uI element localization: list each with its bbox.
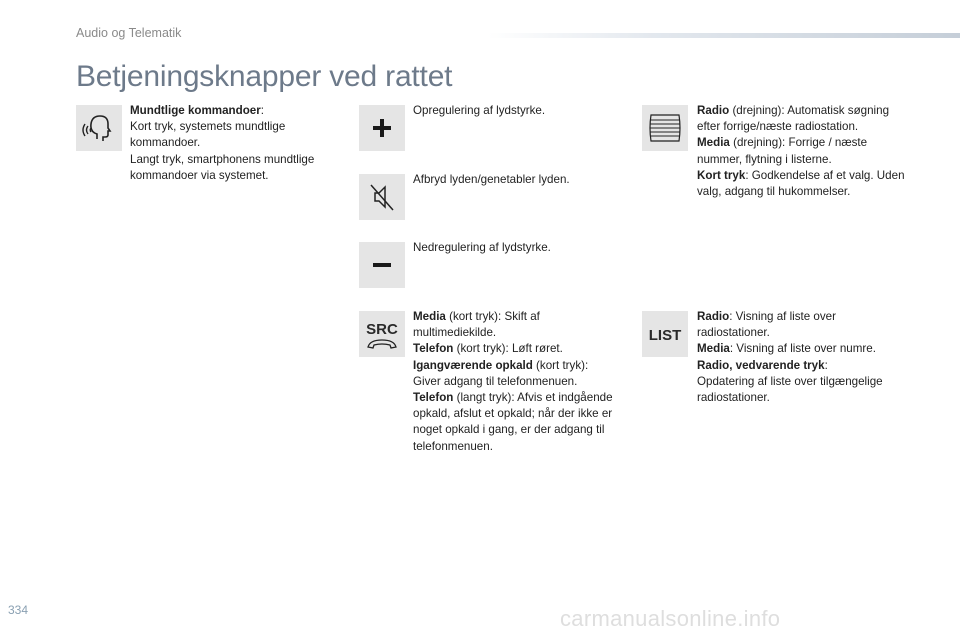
list-label: LIST: [648, 327, 682, 344]
src-label: SRC: [366, 321, 398, 338]
page-number: 334: [8, 603, 29, 617]
mute-description: Afbryd lyden/genetabler lyden.: [413, 173, 570, 186]
watermark: carmanualsonline.info: [560, 606, 781, 631]
page-title: Betjeningsknapper ved rattet: [76, 60, 453, 93]
minus-icon-box: [359, 242, 405, 288]
header-rule: [488, 33, 960, 38]
src-phone-icon: [361, 314, 403, 354]
volume-up-description: Opregulering af lydstyrke.: [413, 104, 546, 117]
list-description: Radio: Visning af liste over radiostationer. Media: Visning af liste over numre. Radio, vedvarende tryk: Opdatering af liste over tilgængelige radiostationer.: [697, 310, 883, 405]
thumbwheel-icon: [645, 110, 685, 146]
thumbwheel-icon-box: [642, 105, 688, 151]
list-icon: [644, 319, 686, 349]
volume-down-description: Nedregulering af lydstyrke.: [413, 241, 551, 254]
plus-icon-box: [359, 105, 405, 151]
src-icon-box: [359, 311, 405, 357]
section-header: Audio og Telematik: [76, 26, 182, 40]
voice-command-icon-box: [76, 105, 122, 151]
mute-icon-box: [359, 174, 405, 220]
minus-icon: [370, 253, 394, 277]
list-icon-box: [642, 311, 688, 357]
thumbwheel-description: Radio (drejning): Automatisk søgning efter forrige/næste radiostation. Media (drejning): Forrige / næste nummer, flytning i listerne. Kort tryk: Godkendelse af et valg. Uden valg, adgang til hukommelser.: [697, 104, 905, 199]
voice-command-icon: [80, 109, 118, 147]
plus-icon: [370, 116, 394, 140]
mute-icon: [363, 178, 401, 216]
voice-command-description: Mundtlige kommandoer: Kort tryk, systemets mundtlige kommandoer. Langt tryk, smartphonens mundtlige kommandoer via systemet.: [130, 104, 315, 182]
src-description: Media (kort tryk): Skift af multimediekilde. Telefon (kort tryk): Løft røret. Igangværende opkald (kort tryk): Giver adgang til telefonmenuen. Telefon (langt tryk): Afvis et indgående opkald, afslut et opkald; når der ikke er noget opkald i gang, er der adgang til telefonmenuen.: [413, 310, 613, 453]
